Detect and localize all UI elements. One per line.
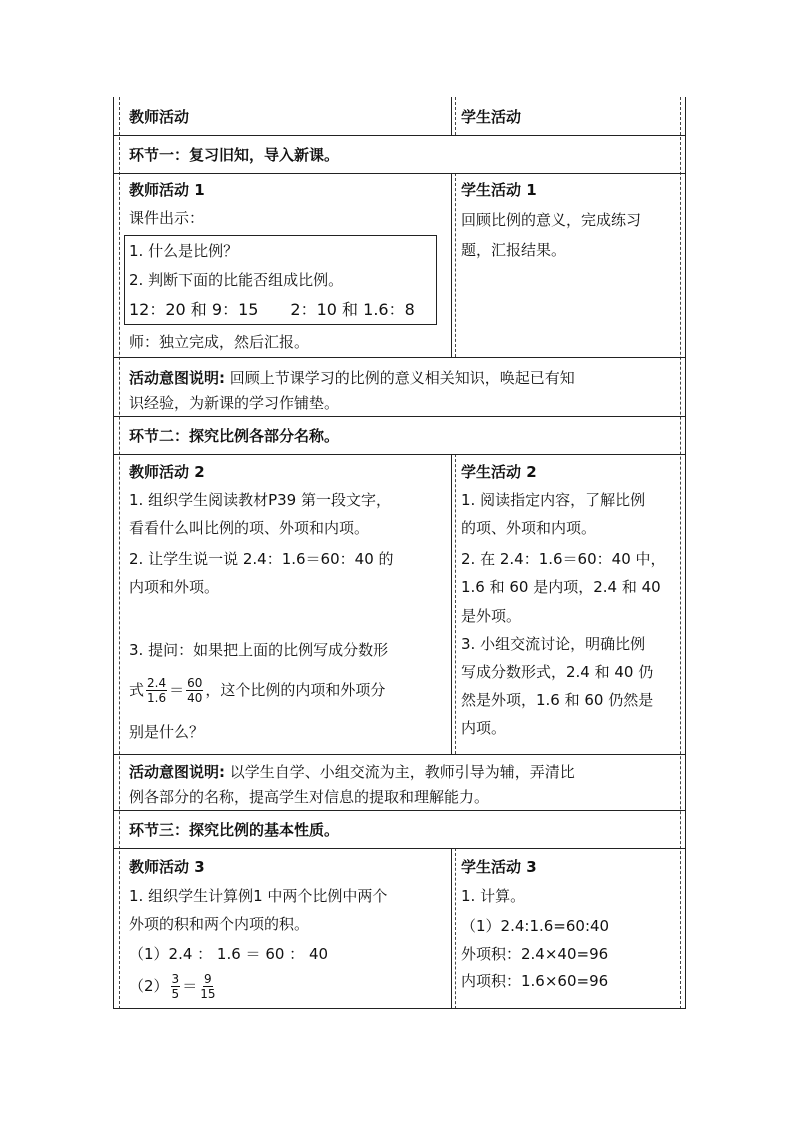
step2-teacher-line: 内项和外项。 [129,578,220,596]
step1-intent [129,368,575,388]
intent-label: 活动意图说明: [129,763,225,781]
intent-label: 活动意图说明: [129,369,225,387]
step2-student-line: 1. 阅读指定内容，了解比例 [461,491,646,509]
table-right-border [685,97,686,1009]
column-divider-header-dashed [455,97,456,135]
step3-student-line: （1）2.4:1.6=60:40 [461,917,610,935]
step1-student-title: 学生活动 1 [461,181,537,199]
fraction-denominator: 40 [187,691,203,705]
step2-student-line: 内项。 [461,719,507,737]
table-left-border [113,97,114,1009]
step3-fraction-line [129,968,218,1004]
intent-text: 以学生自学、小组交流为主，教师引导为辅，弄清比 [229,763,575,781]
step1-intent-line2: 识经验，为新课的学习作铺垫。 [129,394,340,412]
equals-sign: ＝ [169,681,185,699]
fraction-left [171,972,181,1001]
step2-teacher-line: 3. 提问：如果把上面的比例写成分数形 [129,641,389,659]
header-student: 学生活动 [461,108,522,126]
step1-student-line: 题，汇报结果。 [461,241,567,259]
step1-teacher-note: 师：独立完成，然后汇报。 [129,333,310,351]
step1-title: 环节一：复习旧知，导入新课。 [129,146,340,164]
fraction-left [146,676,167,705]
intent-text: 回顾上节课学习的比例的意义相关知识，唤起已有知 [229,369,575,387]
step2-teacher-line: 别是什么？ [129,723,205,741]
step2-intent-line2: 例各部分的名称，提高学生对信息的提取和理解能力。 [129,788,490,806]
step2-student-line: 写成分数形式，2.4 和 40 仍 [461,663,654,681]
table-bottom-border [113,1008,685,1009]
step2-teacher-line: 看看什么叫比例的项、外项和内项。 [129,519,370,537]
fraction-denominator: 5 [171,987,180,1001]
step2-teacher-title: 教师活动 2 [129,463,205,481]
step3-student-line: 1. 计算。 [461,887,526,905]
fraction-line-text: 这个比例的内项和外项分 [220,681,386,699]
step2-student-line: 3. 小组交流讨论，明确比例 [461,635,646,653]
row-line [113,416,685,417]
column-divider-step2-dashed [455,454,456,754]
step2-title: 环节二：探究比例各部分名称。 [129,427,340,445]
column-divider-step1-dashed [455,173,456,357]
row-line [113,173,685,174]
step2-student-line: 2. 在 2.4：1.6＝60：40 中， [461,550,666,568]
fraction-denominator: 15 [200,987,216,1001]
courseware-question-1: 1. 什么是比例？ [129,242,239,260]
fraction-numerator: 60 [187,676,203,690]
column-divider-step2 [451,454,452,754]
fraction-denominator: 1.6 [147,691,167,705]
step2-intent [129,762,575,782]
step3-student-line: 内项积：1.6×60=96 [461,972,609,990]
fraction-prefix: 式 [129,681,145,699]
row-line [113,357,685,358]
step2-student-line: 1.6 和 60 是内项，2.4 和 40 [461,578,661,596]
step3-teacher-line: 1. 组织学生计算例1 中两个比例中两个 [129,887,388,905]
step3-student-line: 外项积：2.4×40=96 [461,945,609,963]
fraction-right [186,676,203,705]
step3-teacher-line: 外项的积和两个内项的积。 [129,915,310,933]
step3-title: 环节三：探究比例的基本性质。 [129,821,340,839]
step2-teacher-line: 2. 让学生说一说 2.4：1.6＝60：40 的 [129,550,394,568]
step1-student-line: 回顾比例的意义，完成练习 [461,211,642,229]
fraction-numerator: 3 [171,972,180,986]
row-line [113,135,685,136]
step2-fraction-line [129,672,385,708]
step3-teacher-line: （1）2.4 ： 1.6 ＝ 60 ： 40 [129,945,329,963]
step1-courseware-label: 课件出示： [129,209,205,227]
column-divider-header [451,97,452,135]
column-divider-step3 [451,848,452,1009]
step2-student-title: 学生活动 2 [461,463,537,481]
step2-student-line: 是外项。 [461,607,522,625]
row-line [113,454,685,455]
fraction-right [199,972,216,1001]
column-divider-step1 [451,173,452,357]
step3-student-title: 学生活动 3 [461,858,537,876]
fraction-comma: ， [205,681,221,699]
step2-student-line: 的项、外项和内项。 [461,519,597,537]
courseware-question-2: 2. 判断下面的比能否组成比例。 [129,271,344,289]
fraction-numerator: 2.4 [147,676,167,690]
courseware-question-3: 12：20 和 9：15 2：10 和 1.6：8 [129,300,415,319]
equals-sign: ＝ [182,977,198,995]
row-line [113,754,685,755]
header-teacher: 教师活动 [129,108,190,126]
row-line [113,810,685,811]
step2-student-line: 然是外项，1.6 和 60 仍然是 [461,691,654,709]
column-divider-step3-dashed [455,848,456,1009]
row-line [113,848,685,849]
step1-teacher-title: 教师活动 1 [129,181,205,199]
item2-prefix: （2） [129,977,169,995]
step2-teacher-line: 1. 组织学生阅读教材P39 第一段文字， [129,491,391,509]
fraction-numerator: 9 [204,972,212,986]
table-inner-left-dashed-border [119,97,120,1009]
table-right-dashed-border [680,97,681,1009]
step3-teacher-title: 教师活动 3 [129,858,205,876]
